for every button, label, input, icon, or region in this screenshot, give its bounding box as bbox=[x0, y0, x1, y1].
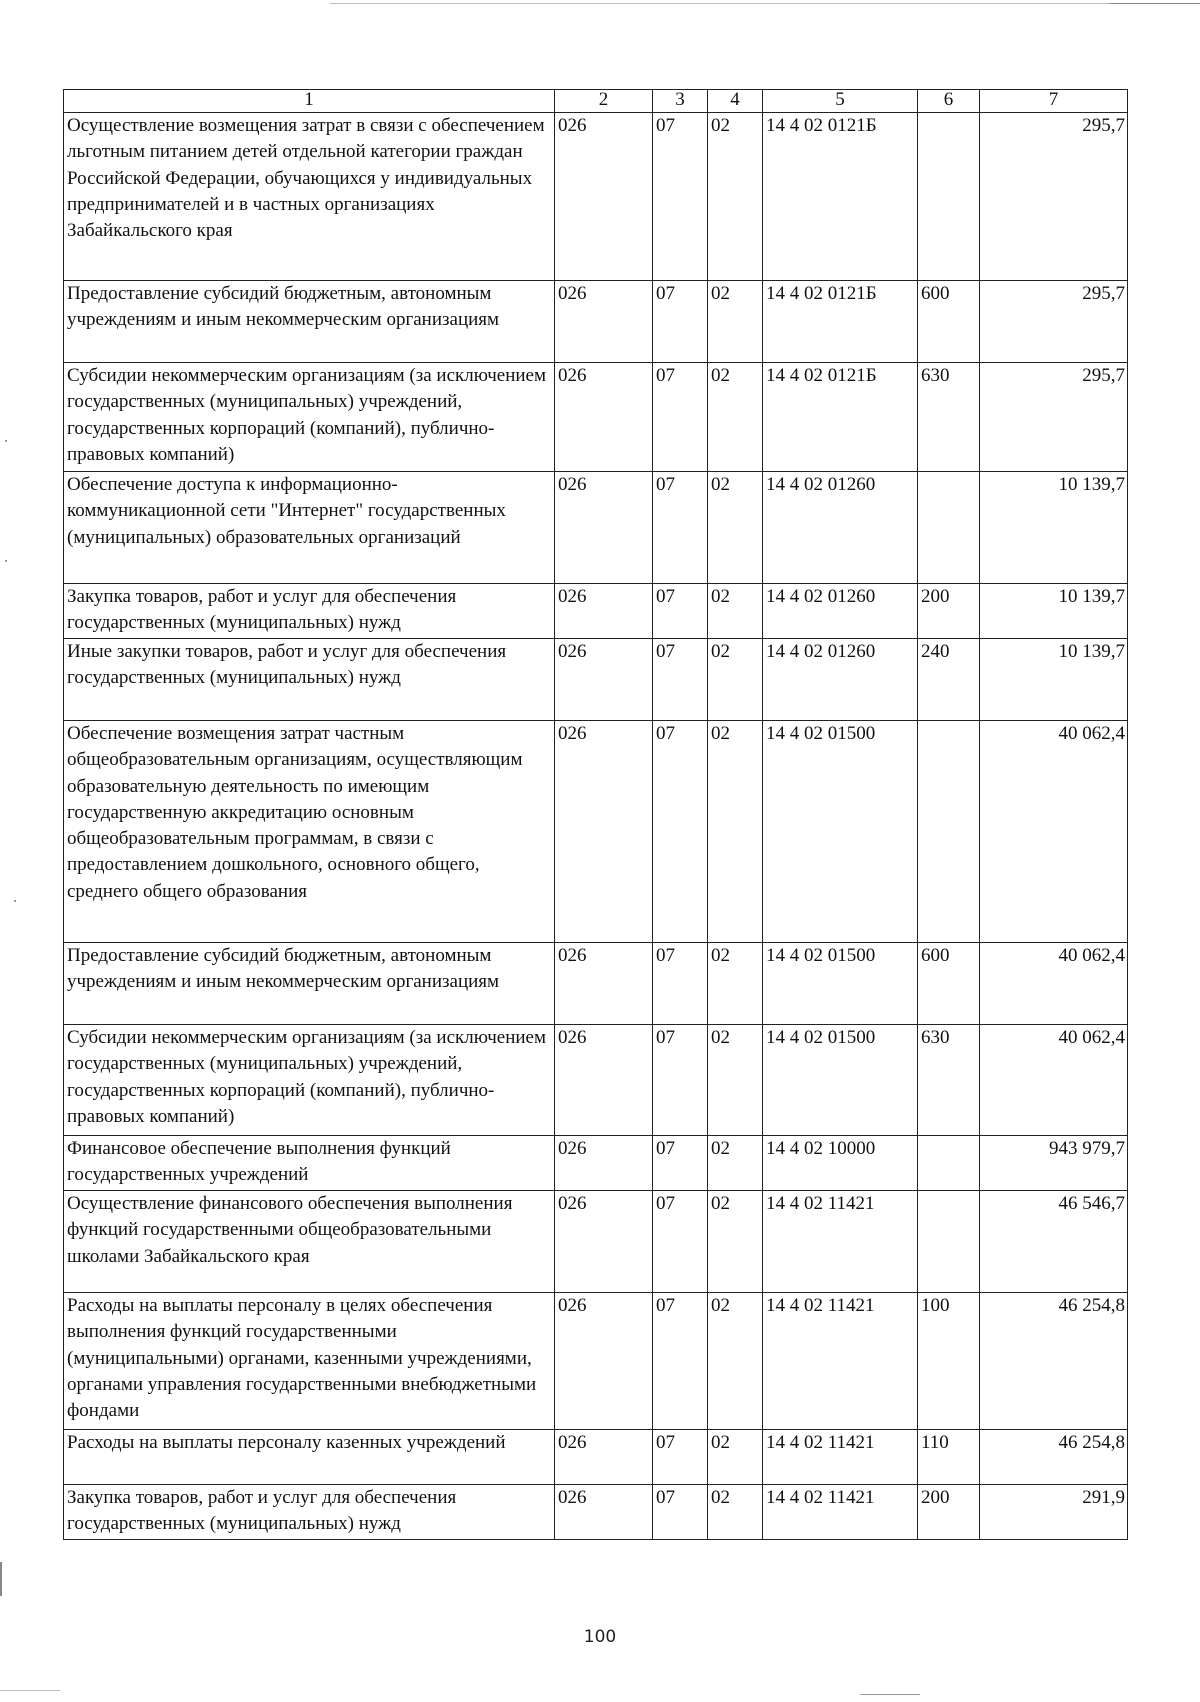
row-target-item: 14 4 02 01500 bbox=[763, 943, 918, 1025]
row-description: Предоставление субсидий бюджетным, автономным учреждениям и иным некоммерческим организациям bbox=[64, 281, 555, 363]
row-section: 07 bbox=[653, 363, 708, 472]
row-description: Закупка товаров, работ и услуг для обеспечения государственных (муниципальных) нужд bbox=[64, 1485, 555, 1540]
row-description: Осуществление возмещения затрат в связи с обеспечением льготным питанием детей отдельной категории граждан Российской Федерации, обучающихся у индивидуальных предпринимателей и в частных организациях Забайкальского края bbox=[64, 113, 555, 281]
table-row bbox=[64, 281, 1128, 363]
row-amount: 46 254,8 bbox=[980, 1293, 1128, 1430]
row-target-item: 14 4 02 0121Б bbox=[763, 281, 918, 363]
row-description: Иные закупки товаров, работ и услуг для обеспечения государственных (муниципальных) нужд bbox=[64, 639, 555, 721]
row-expense-type bbox=[918, 721, 980, 943]
row-gr-code: 026 bbox=[555, 1025, 653, 1136]
row-expense-type bbox=[918, 1136, 980, 1191]
column-header: 5 bbox=[763, 90, 918, 113]
row-description: Обеспечение доступа к информационно-коммуникационной сети "Интернет" государственных (муниципальных) образовательных организаций bbox=[64, 472, 555, 584]
row-gr-code: 026 bbox=[555, 281, 653, 363]
table-row bbox=[64, 721, 1128, 943]
table-row bbox=[64, 1430, 1128, 1485]
row-subsection: 02 bbox=[708, 1025, 763, 1136]
row-amount: 40 062,4 bbox=[980, 1025, 1128, 1136]
scan-dot bbox=[5, 440, 7, 442]
table-row bbox=[64, 363, 1128, 472]
row-expense-type bbox=[918, 472, 980, 584]
row-target-item: 14 4 02 11421 bbox=[763, 1485, 918, 1540]
row-target-item: 14 4 02 11421 bbox=[763, 1430, 918, 1485]
table-row bbox=[64, 639, 1128, 721]
row-section: 07 bbox=[653, 1485, 708, 1540]
row-description: Расходы на выплаты персоналу в целях обеспечения выполнения функций государственными (муниципальными) органами, казенными учреждениями, органами управления государственными внебюджетными фондами bbox=[64, 1293, 555, 1430]
row-gr-code: 026 bbox=[555, 1485, 653, 1540]
row-subsection: 02 bbox=[708, 1191, 763, 1293]
scan-artifact-bottom-left bbox=[0, 1690, 60, 1691]
row-description: Предоставление субсидий бюджетным, автономным учреждениям и иным некоммерческим организациям bbox=[64, 943, 555, 1025]
row-subsection: 02 bbox=[708, 1430, 763, 1485]
column-header: 7 bbox=[980, 90, 1128, 113]
column-header: 1 bbox=[64, 90, 555, 113]
row-amount: 10 139,7 bbox=[980, 584, 1128, 639]
row-section: 07 bbox=[653, 113, 708, 281]
row-description: Осуществление финансового обеспечения выполнения функций государственными общеобразовательными школами Забайкальского края bbox=[64, 1191, 555, 1293]
scan-artifact-top-right bbox=[1110, 3, 1200, 4]
row-expense-type: 100 bbox=[918, 1293, 980, 1430]
row-description: Субсидии некоммерческим организациям (за исключением государственных (муниципальных) учреждений, государственных корпораций (компаний), публично-правовых компаний) bbox=[64, 1025, 555, 1136]
table-row bbox=[64, 1485, 1128, 1540]
row-subsection: 02 bbox=[708, 1136, 763, 1191]
row-section: 07 bbox=[653, 639, 708, 721]
row-description: Закупка товаров, работ и услуг для обеспечения государственных (муниципальных) нужд bbox=[64, 584, 555, 639]
row-section: 07 bbox=[653, 1191, 708, 1293]
row-amount: 10 139,7 bbox=[980, 639, 1128, 721]
row-amount: 10 139,7 bbox=[980, 472, 1128, 584]
row-subsection: 02 bbox=[708, 639, 763, 721]
row-amount: 295,7 bbox=[980, 281, 1128, 363]
column-header: 2 bbox=[555, 90, 653, 113]
table-row bbox=[64, 584, 1128, 639]
row-amount: 40 062,4 bbox=[980, 721, 1128, 943]
row-expense-type: 600 bbox=[918, 281, 980, 363]
row-gr-code: 026 bbox=[555, 1136, 653, 1191]
row-section: 07 bbox=[653, 943, 708, 1025]
column-header: 6 bbox=[918, 90, 980, 113]
table-row bbox=[64, 943, 1128, 1025]
row-amount: 46 254,8 bbox=[980, 1430, 1128, 1485]
row-subsection: 02 bbox=[708, 584, 763, 639]
row-description: Обеспечение возмещения затрат частным общеобразовательным организациям, осуществляющим образовательную деятельность по имеющим государственную аккредитацию основным общеобразовательным программам, в связи с предоставлением дошкольного, основного общего, среднего общего образования bbox=[64, 721, 555, 943]
row-target-item: 14 4 02 01260 bbox=[763, 472, 918, 584]
table-row bbox=[64, 1025, 1128, 1136]
row-section: 07 bbox=[653, 721, 708, 943]
row-expense-type: 630 bbox=[918, 363, 980, 472]
row-description: Финансовое обеспечение выполнения функций государственных учреждений bbox=[64, 1136, 555, 1191]
row-section: 07 bbox=[653, 472, 708, 584]
row-section: 07 bbox=[653, 584, 708, 639]
scan-artifact-top bbox=[330, 3, 1130, 4]
row-expense-type: 200 bbox=[918, 584, 980, 639]
row-expense-type: 200 bbox=[918, 1485, 980, 1540]
row-amount: 291,9 bbox=[980, 1485, 1128, 1540]
row-expense-type: 630 bbox=[918, 1025, 980, 1136]
row-expense-type: 240 bbox=[918, 639, 980, 721]
row-gr-code: 026 bbox=[555, 1191, 653, 1293]
row-target-item: 14 4 02 11421 bbox=[763, 1293, 918, 1430]
row-target-item: 14 4 02 01260 bbox=[763, 639, 918, 721]
table-row bbox=[64, 1191, 1128, 1293]
row-target-item: 14 4 02 0121Б bbox=[763, 363, 918, 472]
scan-artifact-left-bar bbox=[0, 1562, 2, 1596]
row-gr-code: 026 bbox=[555, 1430, 653, 1485]
row-subsection: 02 bbox=[708, 721, 763, 943]
row-gr-code: 026 bbox=[555, 584, 653, 639]
row-description: Расходы на выплаты персоналу казенных учреждений bbox=[64, 1430, 555, 1485]
table-row bbox=[64, 472, 1128, 584]
row-target-item: 14 4 02 10000 bbox=[763, 1136, 918, 1191]
row-subsection: 02 bbox=[708, 1293, 763, 1430]
row-gr-code: 026 bbox=[555, 943, 653, 1025]
row-description: Субсидии некоммерческим организациям (за исключением государственных (муниципальных) учреждений, государственных корпораций (компаний), публично-правовых компаний) bbox=[64, 363, 555, 472]
row-target-item: 14 4 02 01260 bbox=[763, 584, 918, 639]
row-amount: 295,7 bbox=[980, 113, 1128, 281]
row-amount: 943 979,7 bbox=[980, 1136, 1128, 1191]
row-amount: 295,7 bbox=[980, 363, 1128, 472]
column-header: 4 bbox=[708, 90, 763, 113]
row-target-item: 14 4 02 01500 bbox=[763, 721, 918, 943]
row-gr-code: 026 bbox=[555, 721, 653, 943]
row-subsection: 02 bbox=[708, 943, 763, 1025]
row-subsection: 02 bbox=[708, 363, 763, 472]
scan-dot bbox=[5, 560, 7, 562]
row-gr-code: 026 bbox=[555, 639, 653, 721]
row-section: 07 bbox=[653, 1430, 708, 1485]
row-section: 07 bbox=[653, 1025, 708, 1136]
row-gr-code: 026 bbox=[555, 363, 653, 472]
scan-dot bbox=[14, 900, 16, 902]
row-subsection: 02 bbox=[708, 1485, 763, 1540]
row-expense-type: 110 bbox=[918, 1430, 980, 1485]
row-subsection: 02 bbox=[708, 281, 763, 363]
row-section: 07 bbox=[653, 1136, 708, 1191]
row-section: 07 bbox=[653, 281, 708, 363]
page-number: 100 bbox=[583, 1627, 617, 1647]
row-target-item: 14 4 02 0121Б bbox=[763, 113, 918, 281]
column-header: 3 bbox=[653, 90, 708, 113]
table-row bbox=[64, 1136, 1128, 1191]
row-expense-type: 600 bbox=[918, 943, 980, 1025]
table-header-row bbox=[64, 90, 1128, 113]
row-target-item: 14 4 02 11421 bbox=[763, 1191, 918, 1293]
row-amount: 46 546,7 bbox=[980, 1191, 1128, 1293]
row-target-item: 14 4 02 01500 bbox=[763, 1025, 918, 1136]
row-section: 07 bbox=[653, 1293, 708, 1430]
budget-table bbox=[63, 89, 1128, 1540]
table-row bbox=[64, 1293, 1128, 1430]
row-expense-type bbox=[918, 1191, 980, 1293]
scan-artifact-bottom-right bbox=[860, 1694, 920, 1695]
row-subsection: 02 bbox=[708, 472, 763, 584]
row-gr-code: 026 bbox=[555, 472, 653, 584]
row-gr-code: 026 bbox=[555, 113, 653, 281]
row-expense-type bbox=[918, 113, 980, 281]
row-amount: 40 062,4 bbox=[980, 943, 1128, 1025]
row-gr-code: 026 bbox=[555, 1293, 653, 1430]
row-subsection: 02 bbox=[708, 113, 763, 281]
table-row bbox=[64, 113, 1128, 281]
